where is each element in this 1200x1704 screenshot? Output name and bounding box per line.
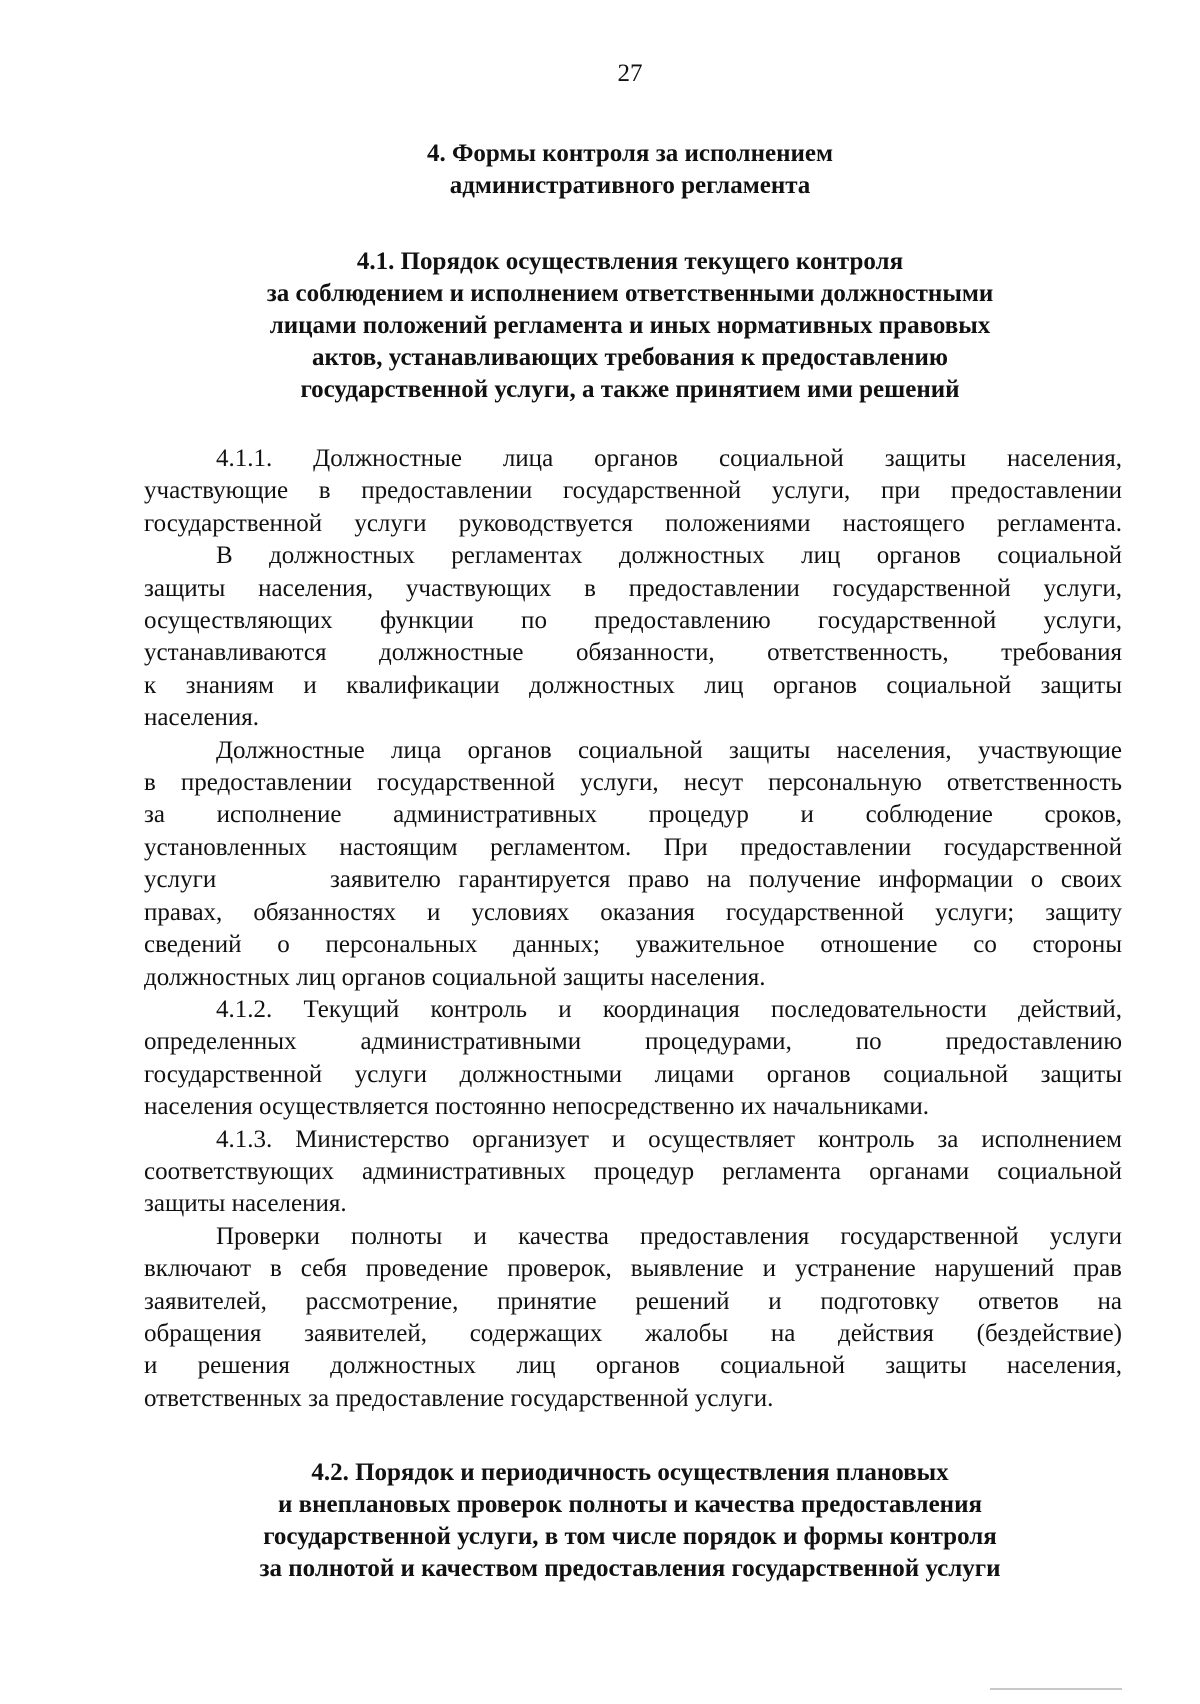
section-4-2-heading [0, 1457, 1200, 1585]
text-line: установленных настоящим регламентом. При предоставлении государственной [144, 833, 1122, 861]
text-line: ответственных за предоставление государственной услуги. [144, 1384, 774, 1412]
section-4-1-heading-line: государственной услуги, а также принятием ими решений [300, 376, 960, 403]
section-4-2-heading-line: и внеплановых проверок полноты и качества предоставления [277, 1491, 983, 1518]
text-fragment: услуги [144, 866, 217, 894]
paragraph-inspections [144, 1221, 1122, 1415]
text-line: осуществляющих функции по предоставлению государственной услуги, [144, 607, 1122, 635]
text-line: населения осуществляется постоянно непосредственно их начальниками. [144, 1093, 930, 1121]
section-4-1-heading-line: актов, устанавливающих требования к предоставлению [312, 344, 948, 371]
section-4-1-heading [0, 246, 1200, 406]
section-4-1-heading-line: за соблюдением и исполнением ответственными должностными [266, 280, 994, 307]
text-fragment: заявителю гарантируется право на получение информации о своих [330, 866, 1122, 894]
text-line: сведений о персональных данных; уважительное отношение со стороны [144, 931, 1122, 959]
text-line: в предоставлении государственной услуги, несут персональную ответственность [144, 769, 1122, 797]
text-line: соответствующих административных процедур регламента органами социальной [144, 1157, 1122, 1185]
text-line: должностных лиц органов социальной защиты населения. [144, 963, 766, 991]
text-line: обращения заявителей, содержащих жалобы на действия (бездействие) [144, 1319, 1122, 1347]
paragraph-4-1-1 [144, 443, 1122, 540]
text-line: государственной услуги должностными лицами органов социальной защиты [144, 1060, 1122, 1088]
section-4-1-heading-line: лицами положений регламента и иных нормативных правовых [269, 312, 991, 339]
text-line: и решения должностных лиц органов социальной защиты населения, [144, 1352, 1122, 1380]
text-line: 4.1.3. Министерство организует и осуществляет контроль за исполнением [216, 1125, 1122, 1153]
text-line [144, 864, 1122, 896]
text-line: государственной услуги руководствуется положениями настоящего регламента. [144, 509, 1122, 537]
text-line: устанавливаются должностные обязанности, ответственность, требования [144, 639, 1122, 667]
scan-artifact-line [990, 1688, 1122, 1690]
section-4-2-heading-line: 4.2. Порядок и периодичность осуществления плановых [311, 1459, 949, 1486]
text-line: определенных административными процедурами, по предоставлению [144, 1028, 1122, 1056]
section-4-heading-line: 4. Формы контроля за исполнением [426, 140, 834, 167]
text-line: защиты населения. [144, 1190, 347, 1218]
section-4-heading [0, 138, 1200, 202]
text-line: заявителей, рассмотрение, принятие решений и подготовку ответов на [144, 1287, 1122, 1315]
text-line: Проверки полноты и качества предоставления государственной услуги [216, 1222, 1122, 1250]
paragraph-personal-responsibility [144, 735, 1122, 994]
page-number: 27 [617, 60, 643, 87]
text-line: правах, обязанностях и условиях оказания государственной услуги; защиту [144, 898, 1122, 926]
text-line: Должностные лица органов социальной защиты населения, участвующие [216, 736, 1122, 764]
section-4-1-heading-line: 4.1. Порядок осуществления текущего контроля [356, 248, 904, 275]
text-line: к знаниям и квалификации должностных лиц органов социальной защиты [144, 671, 1122, 699]
document-body [144, 443, 1122, 1415]
section-4-heading-line: административного регламента [449, 172, 811, 199]
paragraph-4-1-3 [144, 1124, 1122, 1221]
section-4-2-heading-line: государственной услуги, в том числе порядок и формы контроля [263, 1523, 997, 1550]
text-line: населения. [144, 704, 260, 732]
text-line: за исполнение административных процедур и соблюдение сроков, [144, 801, 1122, 829]
paragraph-4-1-2 [144, 994, 1122, 1124]
paragraph-official-regulations [144, 540, 1122, 734]
text-line: включают в себя проведение проверок, выявление и устранение нарушений прав [144, 1255, 1122, 1283]
section-4-2-heading-line: за полнотой и качеством предоставления государственной услуги [259, 1555, 1001, 1582]
text-line: 4.1.2. Текущий контроль и координация последовательности действий, [216, 995, 1122, 1023]
text-line: защиты населения, участвующих в предоставлении государственной услуги, [144, 574, 1122, 602]
text-line: 4.1.1. Должностные лица органов социальной защиты населения, [216, 445, 1122, 472]
text-line: В должностных регламентах должностных лиц органов социальной [216, 542, 1122, 570]
text-line: участвующие в предоставлении государственной услуги, при предоставлении [144, 477, 1122, 505]
